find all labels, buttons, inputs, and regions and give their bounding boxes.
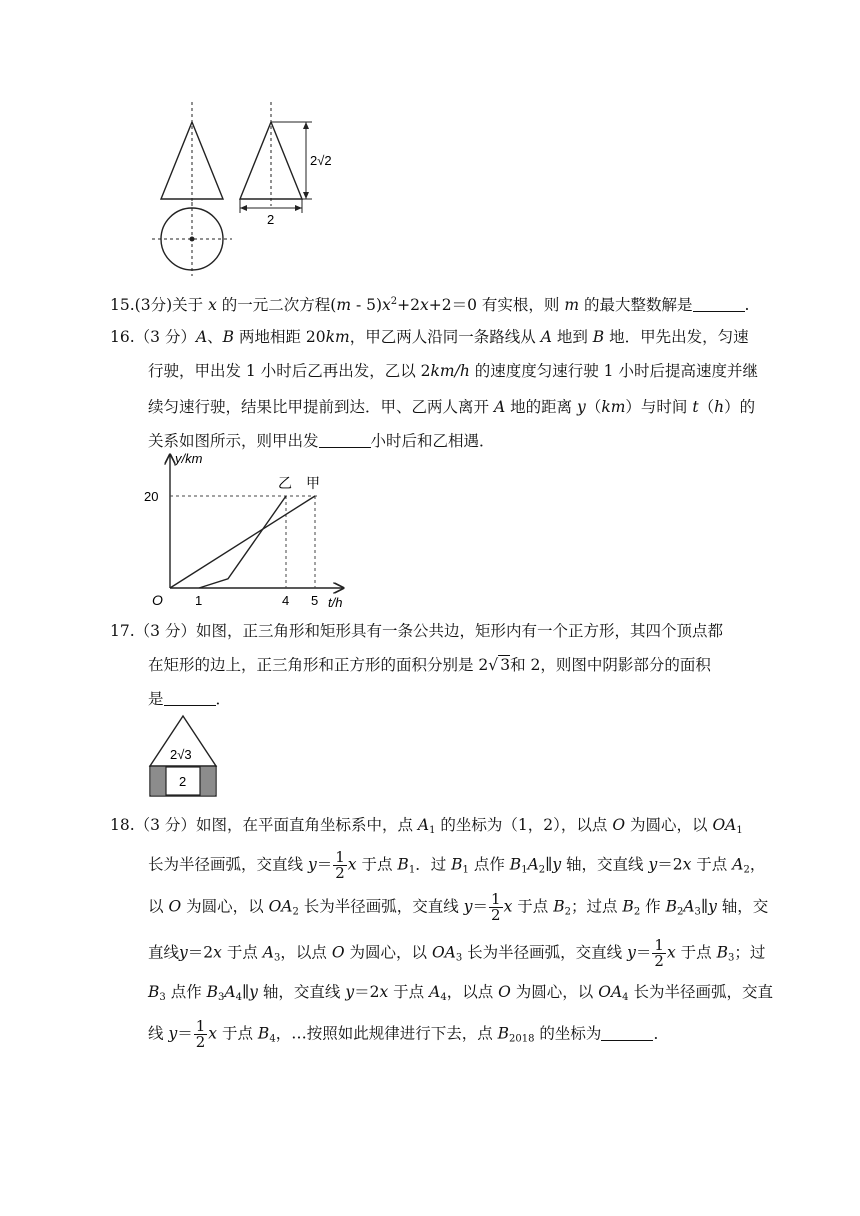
- q16-text: 两地相距 20: [234, 328, 326, 346]
- q18-text: ∥: [700, 897, 709, 916]
- series-line-jia: [170, 496, 315, 588]
- q16-line-2: 行驶，甲出发 1 小时后乙再出发，乙以 2km/h 的速度度匀速行驶 1 小时后提高速度并继: [148, 362, 758, 380]
- q18-text: 长为半径画弧，交直线: [467, 943, 623, 962]
- q18-text: 长为半径画弧，交直线: [148, 855, 304, 874]
- q18-text: ∥: [545, 855, 553, 874]
- q18-text: 的坐标为（1，2），以点: [440, 816, 608, 834]
- q16-text: 关系如图所示，则甲出发: [148, 432, 319, 450]
- q16-number: 16.: [110, 328, 135, 346]
- q16-text: ）的: [724, 398, 756, 416]
- q18-text: 直线: [148, 943, 180, 962]
- q16-text: 的速度度匀速行驶 1 小时后提高速度并继: [474, 362, 758, 380]
- q18-text: 于点: [226, 943, 258, 962]
- q18-text: ．: [653, 1024, 669, 1043]
- q16-text: ，甲乙两人沿同一条路线从: [349, 328, 536, 346]
- q16-text: ）与时间: [625, 398, 688, 416]
- series-label-jia: 甲: [306, 475, 320, 491]
- q18-text: 于点: [696, 855, 728, 874]
- q18-text: 于点: [361, 855, 393, 874]
- q18-text: 为圆心，以: [630, 816, 708, 834]
- q16-text: 续匀速行驶，结果比甲提前到达．甲、乙两人离开: [148, 398, 490, 416]
- q18-text: 轴，交直线: [566, 855, 644, 874]
- q18-text: 为圆心，以: [349, 943, 427, 962]
- q18-text: ∥: [242, 983, 250, 1001]
- q17-line-3: [148, 689, 231, 709]
- q18-text: ，以点: [446, 983, 494, 1001]
- q16-text: 地到: [556, 328, 588, 346]
- triangle-area-label: 2√3: [170, 747, 192, 762]
- cone-three-views-figure: [140, 98, 350, 278]
- q16-line-1: 16.（3 分）A、B 两地相距 20km，甲乙两人沿同一条路线从 A 地到 B 地．甲先出发，匀速: [110, 328, 749, 346]
- answer-blank: [319, 433, 371, 448]
- q18-text: 线: [148, 1024, 164, 1043]
- q18-text: 以: [148, 897, 164, 916]
- q18-text: ．过: [415, 855, 447, 874]
- q18-text: ；过: [734, 943, 766, 962]
- fig14-width-label: 2: [267, 212, 275, 227]
- shaded-region: [200, 767, 215, 795]
- y-axis-label: y/km: [175, 451, 203, 466]
- q18-text: 轴，交: [721, 897, 769, 916]
- q18-text: 于点: [680, 943, 712, 962]
- q17-points: （3 分）: [134, 622, 196, 640]
- q18-text: 长为半径画弧，交直线: [303, 897, 459, 916]
- q15-text: .: [744, 296, 750, 314]
- q17-text: 在矩形的边上，正三角形和正方形的面积分别是 2: [148, 656, 489, 674]
- q18-text: 如图，在平面直角坐标系中，点: [195, 816, 413, 834]
- q15-line: 15.(3分)关于 x 的一元二次方程$(m - 5)x^2+2x+2=0$ 有实根，则 m 的最大整数解是 .: [110, 296, 750, 314]
- q15-text: +2: [397, 296, 421, 314]
- q17-text: 是: [148, 690, 164, 708]
- q18-text: 于点: [517, 897, 549, 916]
- q15-text: 关于: [172, 296, 204, 314]
- distance-time-chart: [140, 450, 360, 614]
- sqrt-radicand: 3: [500, 656, 511, 674]
- q15-text: 的一元二次方程(: [221, 296, 337, 314]
- answer-blank: [601, 1026, 653, 1041]
- q18-text: 作: [645, 897, 661, 916]
- q15-text: +2＝0 有实根，则: [428, 296, 560, 314]
- q18-points: （3 分）: [134, 816, 196, 834]
- q18-text: ＝2: [354, 983, 380, 1001]
- q16-text: 地的距离: [510, 398, 573, 416]
- q17-text: 和 2，则图中阴影部分的面积: [510, 656, 711, 674]
- origin-label: O: [152, 592, 163, 608]
- q18-line-6: 线 y＝ $\frac{1}{2}$ x 于点 $B_4$，…按照如此规律进行下去，点 $B_{2018}$ 的坐标为 ．: [148, 1017, 669, 1051]
- q16-text: 小时后和乙相遇．: [370, 432, 495, 450]
- q18-text: ，以点: [280, 943, 327, 962]
- q16-text: （: [585, 398, 602, 416]
- q17-number: 17.: [110, 622, 135, 640]
- triangle-rectangle-figure: [144, 712, 224, 802]
- q17-line-2: 在矩形的边上，正三角形和正方形的面积分别是 2√ 3和 2，则图中阴影部分的面积: [148, 656, 711, 674]
- q18-line-5: $B_3$ 点作 $B_3A_4\parallel y$ 轴，交直线 y＝2x 于点 $A_4$，以点 O 为圆心，以 $OA_4$ 长为半径画弧，交直: [148, 983, 773, 1003]
- shaded-region: [151, 767, 166, 795]
- q18-line-3: 以 O 为圆心，以 $OA_2$ 长为半径画弧，交直线 y＝ $\frac{1}{2}$ x 于点 $B_2$；过点 $B_2$ 作 $B_2A_3\parallel y$ 轴，交: [148, 890, 769, 924]
- q16-text: （: [698, 398, 715, 416]
- q18-text: ；过点: [570, 897, 618, 916]
- q15-number: 15.: [110, 296, 135, 314]
- q18-text: ＝2: [657, 855, 683, 874]
- q15-points: (3分): [134, 296, 173, 314]
- answer-blank: [693, 297, 745, 312]
- q18-text: ＝2: [187, 943, 214, 962]
- x-tick-label: 1: [195, 593, 203, 608]
- q18-text: ，…按照如此规律进行下去，点: [275, 1024, 493, 1043]
- q18-line-2: 长为半径画弧，交直线 y＝ $\frac{1}{2}$ x 于点 $B_1$．过 $B_1$ 点作 $B_1A_2\parallel y$ 轴，交直线 y＝2x 于点 $A_2$，: [148, 848, 766, 882]
- q15-text: - 5): [351, 296, 383, 314]
- q18-text: 点作: [170, 983, 202, 1001]
- q18-text: 于点: [221, 1024, 253, 1043]
- q18-text: 为圆心，以: [186, 897, 264, 916]
- series-label-yi: 乙: [278, 475, 292, 491]
- y-tick-label: 20: [144, 489, 159, 504]
- q18-text: 的坐标为: [539, 1024, 602, 1043]
- q18-text: 点作: [473, 855, 505, 874]
- x-tick-label: 5: [311, 593, 319, 608]
- q16-text: 、: [207, 328, 223, 346]
- q18-text: 于点: [393, 983, 425, 1001]
- q16-text: 行驶，甲出发 1 小时后乙再出发，乙以 2: [148, 362, 431, 380]
- q17-text: ．: [215, 690, 232, 708]
- q15-text: 的最大整数解是: [583, 296, 693, 314]
- q18-line-1: 18.（3 分）如图，在平面直角坐标系中，点 $A_1$ 的坐标为（1，2），以点 O 为圆心，以 $OA_1$: [110, 816, 743, 836]
- fig14-height-label: 2√2: [310, 153, 332, 168]
- q16-points: （3 分）: [134, 328, 196, 346]
- q18-text: 为圆心，以: [515, 983, 594, 1001]
- q18-text: 轴，交直线: [262, 983, 341, 1001]
- q17-line-1: [110, 621, 723, 641]
- answer-blank: [164, 691, 216, 706]
- q16-text: 地．甲先出发，匀速: [609, 328, 749, 346]
- x-axis-label: t/h: [328, 595, 343, 610]
- q17-text: 如图，正三角形和矩形具有一条公共边，矩形内有一个正方形，其四个顶点都: [195, 622, 723, 640]
- x-tick-label: 4: [282, 593, 290, 608]
- square-area-label: 2: [179, 774, 187, 789]
- q18-line-4: 直线y＝2x 于点 $A_3$，以点 O 为圆心，以 $OA_3$ 长为半径画弧，交直线 y＝ $\frac{1}{2}$ x 于点 $B_3$；过: [148, 936, 766, 970]
- q16-line-3: 续匀速行驶，结果比甲提前到达．甲、乙两人离开 A 地的距离 y（km）与时间 t（h）的: [148, 398, 756, 416]
- q18-text: 长为半径画弧，交直: [633, 983, 773, 1001]
- q16-line-4: [148, 431, 495, 451]
- q18-number: 18.: [110, 816, 135, 834]
